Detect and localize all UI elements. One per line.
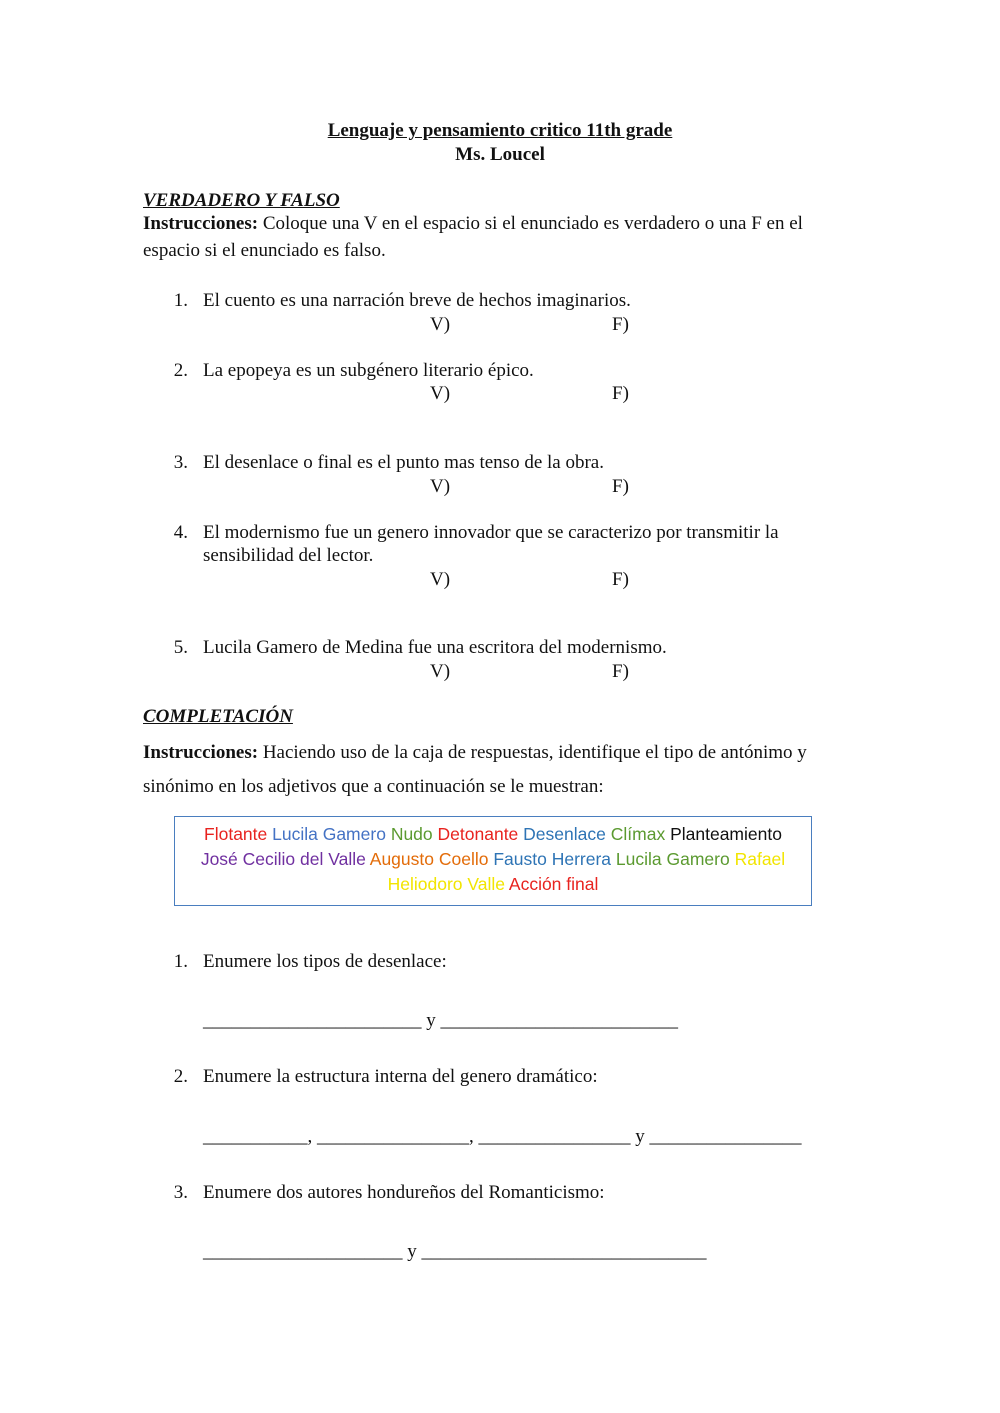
- answer-blank[interactable]: _____________________ y ______________________________: [203, 1241, 707, 1262]
- false-option[interactable]: F): [612, 661, 629, 682]
- instructions-label: Instrucciones:: [143, 742, 259, 763]
- tf-item-number: 2.: [173, 360, 188, 381]
- word-bank-item: Rafael: [734, 849, 786, 869]
- word-bank-item: Lucila Gamero: [272, 824, 386, 844]
- true-option[interactable]: V): [430, 569, 451, 590]
- false-option[interactable]: F): [612, 569, 629, 590]
- tf-item-text-line2: sensibilidad del lector.: [203, 545, 374, 566]
- completion-heading: COMPLETACIÓN: [143, 706, 293, 727]
- instructions-label: Instrucciones:: [143, 213, 259, 234]
- false-option[interactable]: F): [612, 314, 629, 335]
- word-bank-item: Lucila Gamero: [615, 849, 730, 869]
- tf-item-text: La epopeya es un subgénero literario épico.: [203, 360, 534, 381]
- tf-item-text: Lucila Gamero de Medina fue una escritora del modernismo.: [203, 637, 667, 658]
- word-bank-item: Clímax: [610, 824, 666, 844]
- page-title: Lenguaje y pensamiento critico 11th grade: [327, 120, 673, 141]
- word-bank-item: Heliodoro Valle: [387, 874, 505, 894]
- tf-item-text: El modernismo fue un genero innovador que se caracterizo por transmitir la: [203, 522, 779, 543]
- word-bank-item: Detonante: [437, 824, 519, 844]
- true-option[interactable]: V): [430, 383, 451, 404]
- word-bank-box: [174, 816, 812, 906]
- completion-item-number: 1.: [173, 951, 188, 972]
- word-bank-item: Augusto Coello: [369, 849, 489, 869]
- instructions-text: Coloque una V en el espacio si el enunciado es verdadero o una F en el: [258, 213, 803, 234]
- true-false-heading: VERDADERO Y FALSO: [143, 190, 340, 211]
- tf-item-text: El desenlace o final es el punto mas tenso de la obra.: [203, 452, 604, 473]
- false-option[interactable]: F): [612, 476, 629, 497]
- completion-item-text: Enumere la estructura interna del genero dramático:: [203, 1066, 598, 1087]
- true-option[interactable]: V): [430, 661, 451, 682]
- answer-blank[interactable]: ___________, ________________, ________________ y ________________: [203, 1126, 802, 1147]
- completion-item-number: 2.: [173, 1066, 188, 1087]
- word-bank-item: José Cecilio del Valle: [200, 849, 366, 869]
- answer-blank[interactable]: _______________________ y _________________________: [203, 1010, 678, 1031]
- instructions-text-line2: espacio si el enunciado es falso.: [143, 240, 386, 261]
- true-option[interactable]: V): [430, 476, 451, 497]
- true-false-instructions: [143, 213, 803, 235]
- tf-item-number: 3.: [173, 452, 188, 473]
- completion-item-number: 3.: [173, 1182, 188, 1203]
- instructions-text: Haciendo uso de la caja de respuestas, identifique el tipo de antónimo y: [258, 742, 807, 763]
- word-bank-item: Desenlace: [523, 824, 606, 844]
- completion-item-text: Enumere dos autores hondureños del Romanticismo:: [203, 1182, 605, 1203]
- word-bank-item: Acción final: [508, 874, 599, 894]
- instructions-text-line2: sinónimo en los adjetivos que a continuación se le muestran:: [143, 776, 604, 797]
- tf-item-text: El cuento es una narración breve de hechos imaginarios.: [203, 290, 631, 311]
- word-bank-item: Flotante: [204, 824, 268, 844]
- tf-item-number: 4.: [173, 522, 188, 543]
- true-option[interactable]: V): [430, 314, 451, 335]
- completion-instructions: [143, 742, 807, 764]
- teacher-name: Ms. Loucel: [455, 144, 545, 165]
- word-bank-item: Fausto Herrera: [493, 849, 612, 869]
- tf-item-number: 1.: [173, 290, 188, 311]
- false-option[interactable]: F): [612, 383, 629, 404]
- tf-item-number: 5.: [173, 637, 188, 658]
- word-bank-item: Planteamiento: [670, 824, 782, 844]
- word-bank-item: Nudo: [390, 824, 433, 844]
- completion-item-text: Enumere los tipos de desenlace:: [203, 951, 447, 972]
